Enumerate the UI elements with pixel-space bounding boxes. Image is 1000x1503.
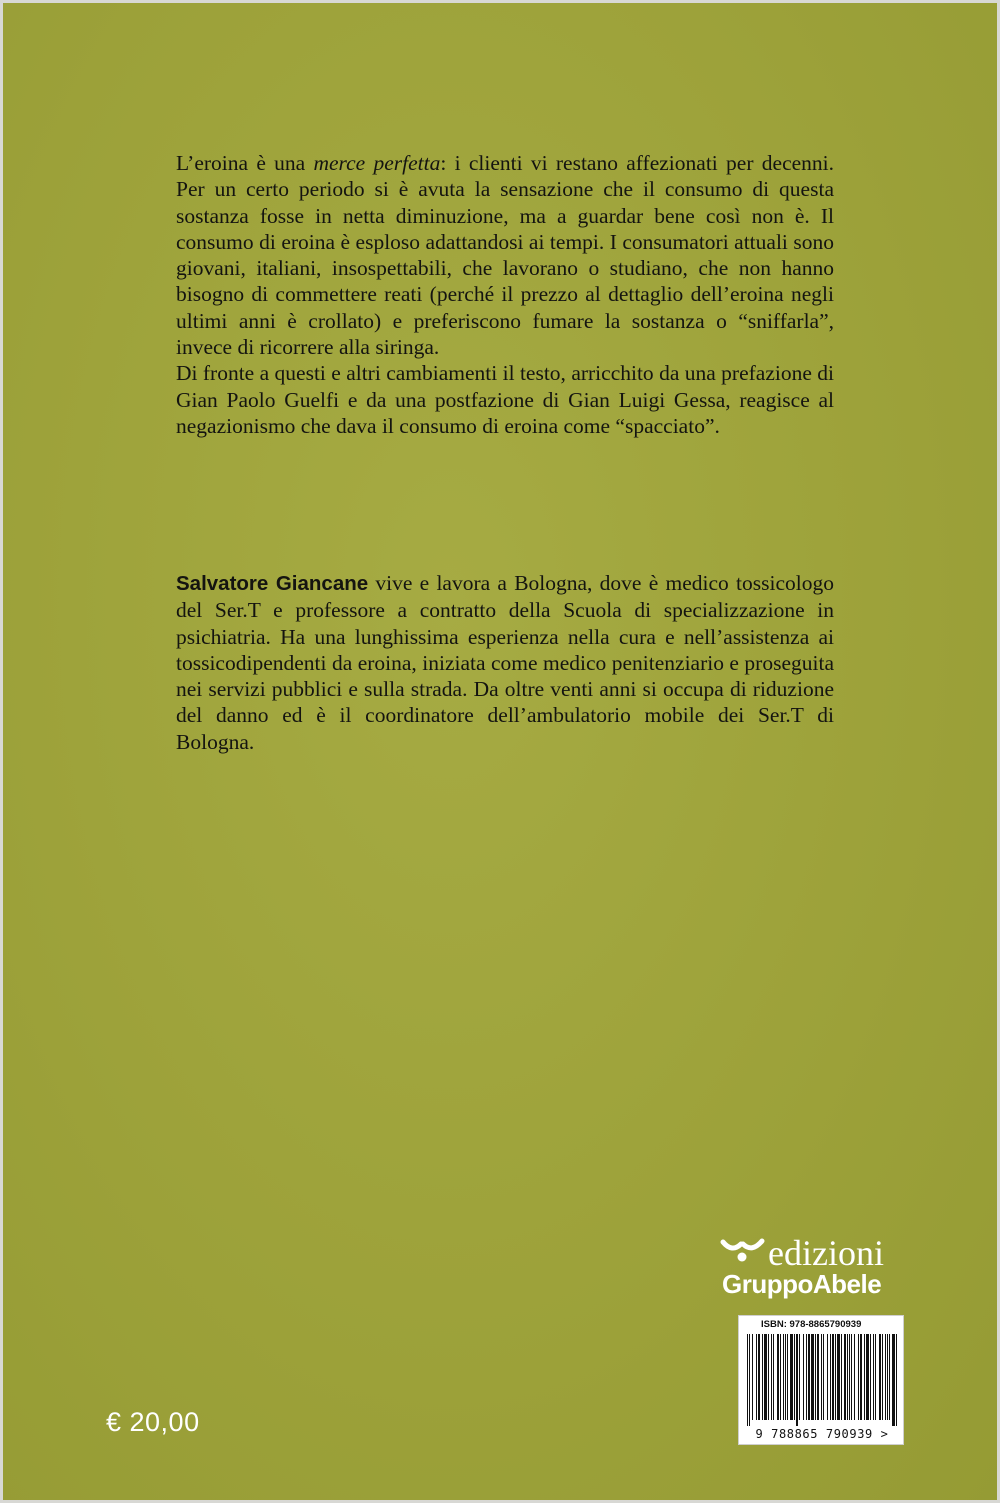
barcode-bar xyxy=(887,1334,888,1420)
author-bio-paragraph xyxy=(176,570,834,755)
barcode-bar xyxy=(806,1334,807,1420)
barcode-bar xyxy=(851,1334,852,1420)
barcode-bar xyxy=(870,1334,871,1420)
barcode-bars xyxy=(747,1334,897,1426)
barcode xyxy=(738,1315,904,1445)
barcode-bar xyxy=(885,1334,886,1420)
barcode-bar xyxy=(821,1334,822,1420)
barcode-bar xyxy=(758,1334,760,1420)
barcode-bar xyxy=(879,1334,881,1420)
barcode-bar xyxy=(847,1334,848,1420)
blurb-intro: L’eroina è una xyxy=(176,151,314,175)
barcode-bar xyxy=(762,1334,763,1420)
publisher-logo xyxy=(720,1231,910,1301)
blurb-body: : i clienti vi restano affezionati per decenni. Per un certo periodo si è avuta la sensazione che il consumo di questa sostanza fosse in netta diminuzione, ma a guardar bene così non è. Il consumo di eroina è esploso adattandosi ai tempi. I consumatori attuali sono giovani, italiani, insospettabili, che lavorano o studiano, che non hanno bisogno di commettere reati (perché il prezzo al dettaglio dell’eroina negli ultimi anni è crollato) e preferiscono fumare la sostanza o “sniffarla”, invece di ricorrere alla siringa. xyxy=(176,151,835,360)
barcode-bar xyxy=(849,1334,850,1420)
barcode-bar xyxy=(815,1334,816,1420)
blurb-paragraph-2: Di fronte a questi e altri cambiamenti il testo, arricchito da una prefazione di Gian Paolo Guelfi e da una postfazione di Gian Luigi Gessa, reagisce al negazionismo che dava il consumo di eroina come “spacciato”. xyxy=(176,361,834,438)
barcode-bar xyxy=(892,1334,895,1426)
barcode-bar xyxy=(896,1334,897,1426)
barcode-bar xyxy=(794,1334,795,1420)
barcode-bar xyxy=(858,1334,859,1420)
barcode-bar xyxy=(790,1334,793,1420)
barcode-digits: 9 788865 790939 > xyxy=(755,1427,889,1441)
barcode-bar xyxy=(811,1334,814,1420)
barcode-bar xyxy=(889,1334,890,1420)
price: € 20,00 xyxy=(106,1407,200,1437)
barcode-bar xyxy=(823,1334,824,1420)
barcode-bar xyxy=(780,1334,781,1420)
barcode-bar xyxy=(785,1334,786,1420)
person-arms-raised-icon xyxy=(720,1231,766,1267)
barcode-bar xyxy=(771,1334,772,1420)
publisher-edizioni: edizioni xyxy=(768,1233,884,1273)
barcode-bar xyxy=(864,1334,865,1420)
barcode-bar xyxy=(777,1334,779,1420)
barcode-bar xyxy=(860,1334,862,1420)
isbn-label: ISBN: 978-8865790939 xyxy=(761,1319,862,1330)
author-bio-text: vive e lavora a Bologna, dove è medico tossicologo del Ser.T e professore a contratto della Scuola di specializzazione in psichiatria. Ha una lunghissima esperienza nella cura e nell’assistenza ai tossicodipendenti da eroina, iniziata come medico penitenziario e proseguita nei servizi pubblici e sulla strada. Da oltre venti anni si occupa di riduzione del danno ed è il coordinatore dell’ambulatorio mobile dei Ser.T di Bologna. xyxy=(176,571,834,754)
author-name: Salvatore Giancane xyxy=(176,572,369,595)
barcode-bar xyxy=(882,1334,883,1420)
barcode-bar xyxy=(749,1334,750,1426)
barcode-bar xyxy=(854,1334,855,1420)
blurb xyxy=(176,150,834,439)
barcode-bar xyxy=(764,1334,767,1420)
barcode-bar xyxy=(832,1334,834,1420)
barcode-bar xyxy=(866,1334,869,1420)
barcode-bar xyxy=(873,1334,874,1420)
publisher-name: GruppoAbele xyxy=(722,1269,882,1299)
barcode-bar xyxy=(756,1334,757,1420)
barcode-bar xyxy=(783,1334,784,1420)
barcode-bar xyxy=(875,1334,876,1420)
author-bio xyxy=(176,570,834,755)
barcode-bar xyxy=(808,1334,810,1420)
barcode-bar xyxy=(827,1334,828,1420)
barcode-bar xyxy=(817,1334,819,1420)
blurb-emphasis: merce perfetta xyxy=(313,151,441,175)
barcode-bar xyxy=(830,1334,831,1420)
blurb-paragraph-1 xyxy=(176,150,834,360)
barcode-bar xyxy=(835,1334,836,1420)
barcode-bar xyxy=(841,1334,842,1420)
barcode-bar xyxy=(837,1334,840,1420)
barcode-bar xyxy=(844,1334,846,1420)
barcode-bar xyxy=(787,1334,788,1420)
barcode-bar xyxy=(752,1334,753,1420)
barcode-bar xyxy=(768,1334,769,1420)
barcode-bar xyxy=(747,1334,748,1426)
barcode-bar xyxy=(803,1334,804,1420)
barcode-bar xyxy=(799,1334,800,1420)
barcode-bar xyxy=(773,1334,774,1420)
barcode-bar xyxy=(796,1334,798,1426)
